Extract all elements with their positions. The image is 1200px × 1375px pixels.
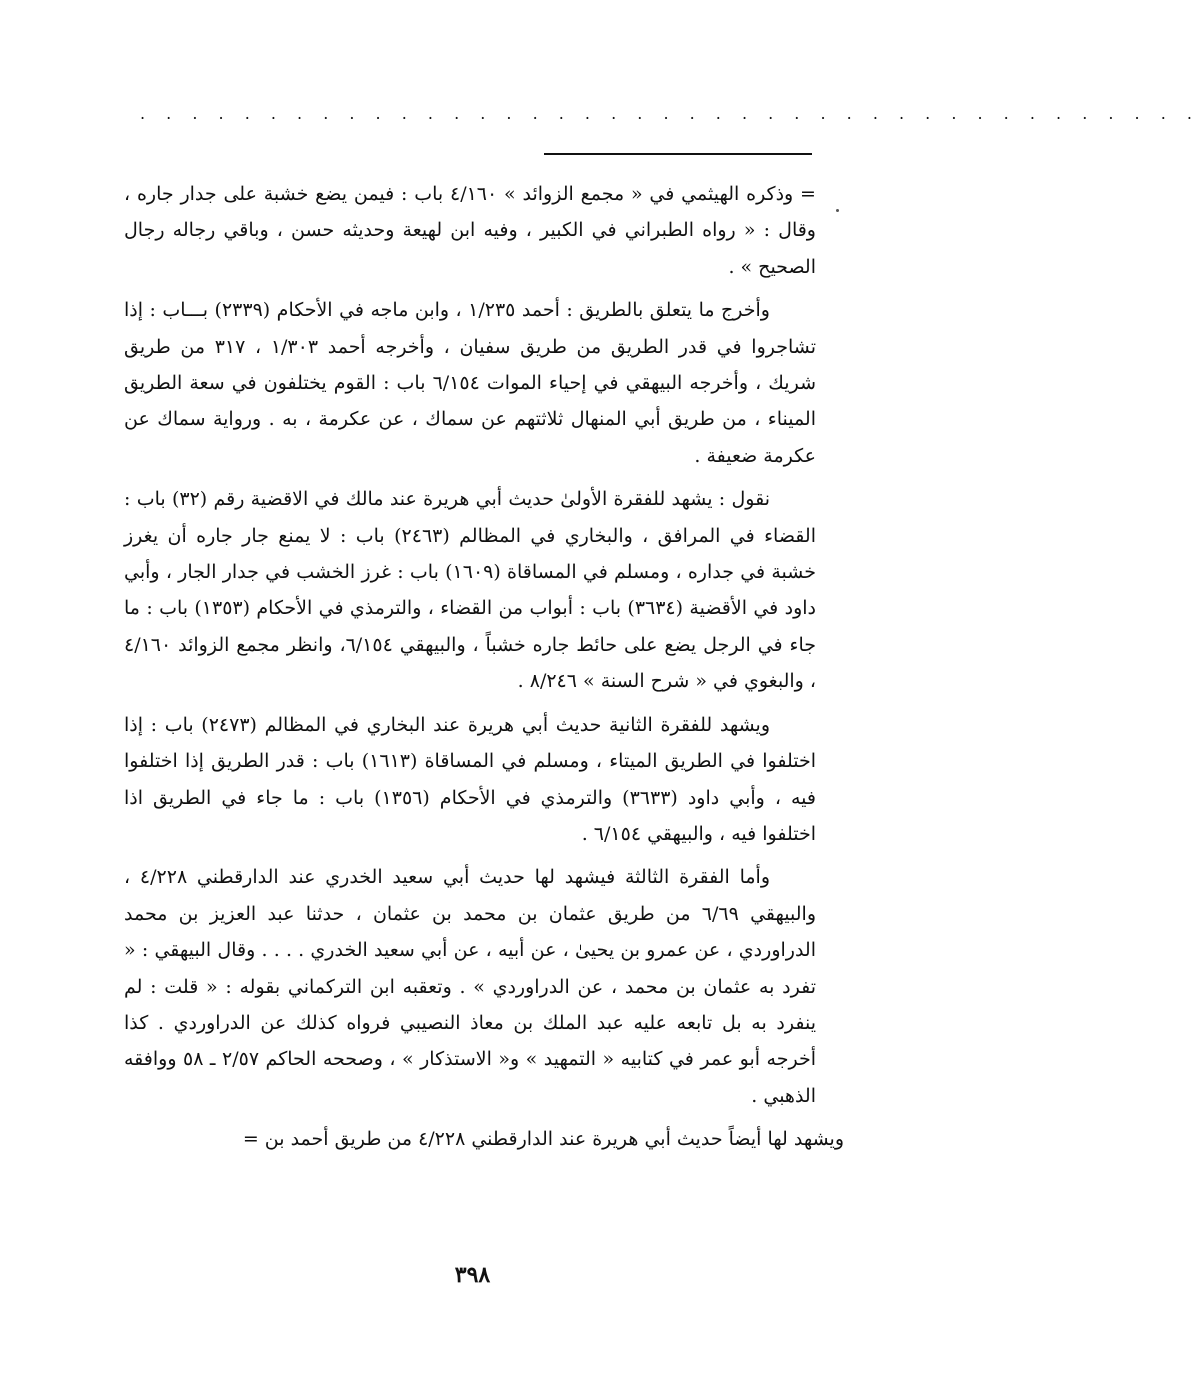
paragraph-third-clause: وأما الفقرة الثالثة فيشهد لها حديث أبي سعيد الخدري عند الدارقطني ٤/٢٢٨ ، والبيهقي ٦/٦٩ من طريق عثمان بن محمد بن عثمان ، حدثنا عبد العزيز بن محمد الدراوردي ، عن عمرو بن يحيىٰ ، عن أبيه ، عن أبي سعيد الخدري . . . . وقال البيهقي : « تفرد به عثمان بن محمد ، عن الدراوردي » . وتعقبه ابن التركماني بقوله : « قلت : لم ينفرد به بل تابعه عليه عبد الملك بن معاذ النصيبي فرواه كذلك عن الدراوردي . كذا أخرجه أبو عمر في كتابيه « التمهيد » و« الاستذكار » ، وصححه الحاكم ٢/٥٧ ـ ٥٨ ووافقه الذهبي . <box>124 866 817 1107</box>
footnote-body <box>124 176 844 1165</box>
paragraph-final-continued: ويشهد لها أيضاً حديث أبي هريرة عند الدارقطني ٤/٢٢٨ من طريق أحمد بن = <box>242 1128 844 1151</box>
separator-dots: . . . . . . . . . . . . . . . . . . . . . . . . . . . . . . . . . . . . . . . . . <box>140 104 1200 123</box>
page-number: ٣٩٨ <box>454 1262 491 1288</box>
paragraph-continuation: = وذكره الهيثمي في « مجمع الزوائد » ٤/١٦٠ باب : فيمن يضع خشبة على جدار جاره ، وقال : « رواه الطبراني في الكبير ، وفيه ابن لهيعة وحديثه حسن ، وباقي رجاله رجال الصحيح » . <box>124 183 816 278</box>
paragraph-first-clause: نقول : يشهد للفقرة الأولىٰ حديث أبي هريرة عند مالك في الاقضية رقم (٣٢) باب : القضاء في المرافق ، والبخاري في المظالم (٢٤٦٣) باب : لا يمنع جار جاره أن يغرز خشبة في جداره ، ومسلم في المساقاة (١٦٠٩) باب : غرز الخشب في جدار الجار ، وأبي داود في الأقضية (٣٦٣٤) باب : أبواب من القضاء ، والترمذي في الأحكام (١٣٥٣) باب : ما جاء في الرجل يضع على حائط جاره خشباً ، والبيهقي ٦/١٥٤، وانظر مجمع الزوائد ٤/١٦٠ ، والبغوي في « شرح السنة » ٨/٢٤٦ . <box>124 488 816 693</box>
paragraph-road-reports: وأخرج ما يتعلق بالطريق : أحمد ١/٢٣٥ ، وابن ماجه في الأحكام (٢٣٣٩) بـــاب : إذا تشاجروا في قدر الطريق من طريق سفيان ، وأخرجه أحمد ١/٣٠٣ ، ٣١٧ من طريق شريك ، وأخرجه البيهقي في إحياء الموات ٦/١٥٤ باب : القوم يختلفون في سعة الطريق الميناء ، من طريق أبي المنهال ثلاثتهم عن سماك ، عن عكرمة ، به . ورواية سماك عن عكرمة ضعيفة . <box>124 299 816 467</box>
footnote-rule <box>544 153 812 155</box>
scan-speck <box>836 209 839 212</box>
paragraph-second-clause: ويشهد للفقرة الثانية حديث أبي هريرة عند البخاري في المظالم (٢٤٧٣) باب : إذا اختلفوا في الطريق الميتاء ، ومسلم في المساقاة (١٦١٣) باب : قدر الطريق إذا اختلفوا فيه ، وأبي داود (٣٦٣٣) والترمذي في الأحكام (١٣٥٦) باب : ما جاء في الطريق اذا اختلفوا فيه ، والبيهقي ٦/١٥٤ . <box>124 713 816 845</box>
